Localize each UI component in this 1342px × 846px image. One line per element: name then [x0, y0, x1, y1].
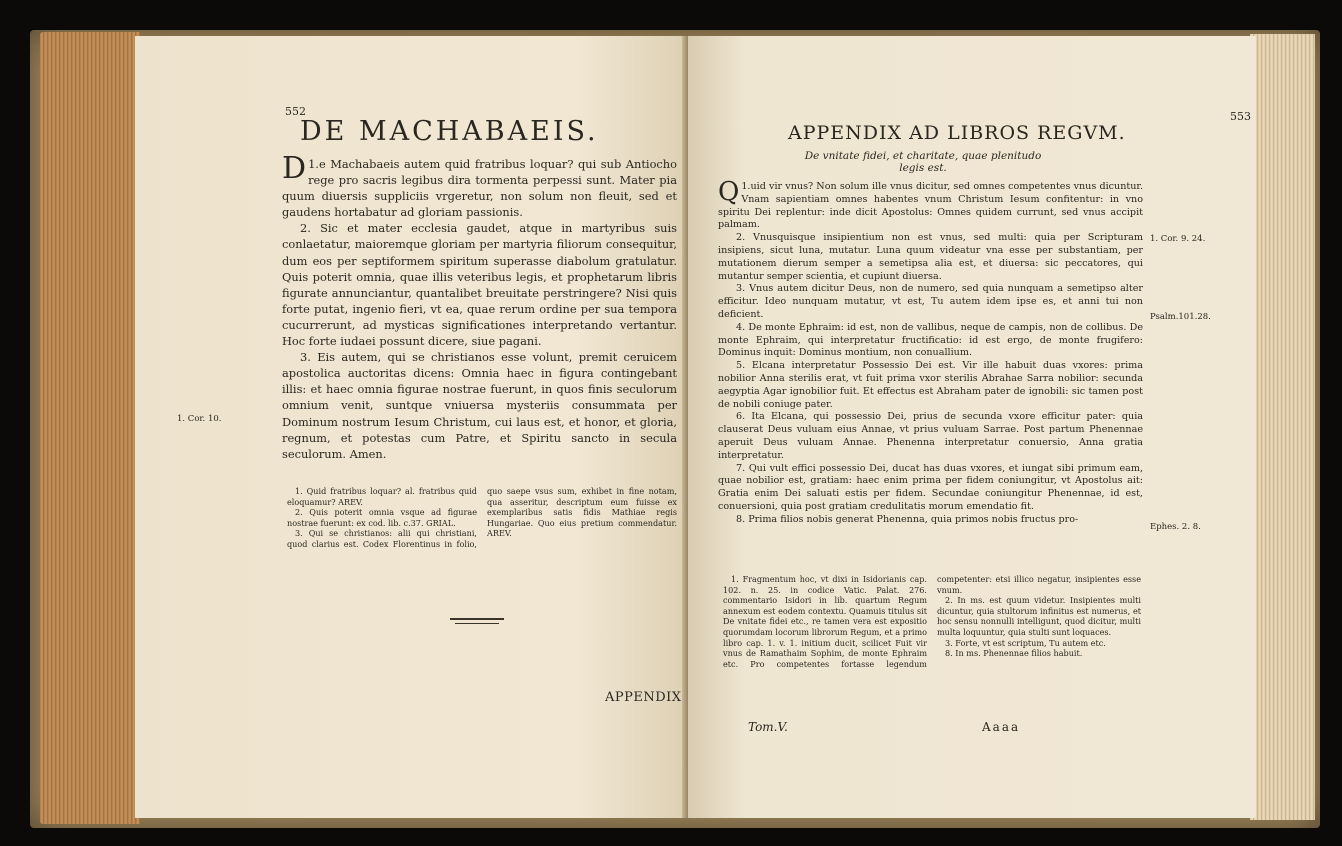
footnote: 1. Fragmentum hoc, vt dixi in Isidorianis cap. 102. n. 25. in codice Vatic. Palat. 276. commentario Isidori in lib. quartum Regum annexum est eodem contextu. Quamuis titulus sit De vnitate fidei etc., re tamen vera est expositio quorumdam locorum librorum Regum, et a primo libro cap. 1. v. 1. initium ducit, scilicet Fuit vir vnus de Ramathaim Sophim, de monte Ephraim etc. Pro competentes fortasse legendum competenter: etsi illico negatur, insipientes esse vnum. [723, 574, 1141, 669]
right-main-text [718, 177, 1143, 527]
left-page-title: DE MACHABAEIS. [300, 116, 599, 147]
paragraph-4: 4. De monte Ephraim: id est, non de vallibus, neque de campis, non de collibus. De monte Ephraim, qui interpretatur fructificatio: id est ergo, de monte frugifero: Dominus inquit: Dominus montium, non conuallium. [718, 321, 1143, 359]
right-margin-reference: Psalm.101.28. [1150, 312, 1211, 322]
left-margin-reference: 1. Cor. 10. [177, 414, 222, 424]
footnote: 8. In ms. Phenennae filios habuit. [945, 648, 1083, 659]
paragraph-2: 2. Sic et mater ecclesia gaudet, atque in martyribus suis conlaetatur, maioremque gloriam per martyria filiorum consequitur, dum eos per septiformem spiritum superasse diabolum gratulatur. Quis poterit omnia, quae illis veteribus legis, et prophetarum libris figurate annunciantur, quantalibet breuitate perstringere? Nisi quis forte putat, ingenio fieri, vt ea, quae rerum ordine per sua tempora cucurrerunt, ad mysticas significationes interpretando vertantur. Hoc forte iudaei possunt dicere, siue pagani. [282, 221, 677, 349]
footnote: 3. Forte, vt est scriptum, Tu autem etc. [945, 637, 1106, 648]
drop-cap: D [282, 151, 307, 186]
left-page-number: 552 [285, 105, 306, 118]
right-margin-reference: Ephes. 2. 8. [1150, 522, 1201, 532]
right-footnotes [723, 574, 1141, 716]
paragraph-3: 3. Eis autem, qui se christianos esse volunt, premit ceruicem apostolica auctoritas dicens: Omnia haec in figura contingebant illis: et haec omnia figurae nostrae fuerunt, in quos finis seculorum omnium venit, suntque vniuersa mysteriis consummata per Dominum nostrum Iesum Christum, cui laus est, et honor, et gloria, regnum, et potestas cum Patre, et Spiritu sancto in secula seculorum. Amen. [282, 350, 677, 461]
paragraph-3: 3. Vnus autem dicitur Deus, non de numero, sed quia nunquam a semetipso alter efficitur. Ideo nunquam mutatur, vt est, Tu autem idem ipse es, et anni tui non deficient. [718, 283, 1143, 320]
paragraph-8: 8. Prima filios nobis generat Phenenna, quia primos nobis fructus pro- [736, 513, 1079, 525]
volume-signature: Tom.V. [748, 720, 788, 734]
right-page [688, 36, 1256, 818]
paragraph-2: 2. Vnusquisque insipientium non est vnus, sed multi: quia per Scripturam insipiens, sicut luna, mutatur. Luna quum videatur vna esse per substantiam, per mutationem dierum semper a semetipsa alia est, et diuersa: sic peccatores, qui mutantur semper scientia, et cupiunt diuersa. [718, 232, 1143, 282]
left-main-text [282, 151, 677, 462]
right-margin-reference: 1. Cor. 9. 24. [1150, 234, 1206, 244]
right-page-number: 553 [1230, 110, 1251, 123]
right-page-subtitle: De vnitate fidei, et charitate, quae plenitudo legis est. [804, 150, 1042, 174]
paragraph-5: 5. Elcana interpretatur Possessio Dei est. Vir ille habuit duas vxores: prima nobilior Anna sterilis erat, vt fuit prima vxor sterilis Abrahae Sarra nobilior: secunda aegyptia Agar ignobilior fuit. Et effectus est Abraham pater de ignobili: sic tamen post de nobili coniuge pater. [718, 360, 1143, 410]
paragraph-1: 1. D e Machabaeis autem quid fratribus loquar? qui sub Antiocho rege pro sacris legibus dira tormenta perpessi sunt. Mater pia quum diuersis suppliciis vrgeretur, non solum non fleuit, sed et gaudens hortabatur ad gloriam passionis. [282, 151, 677, 220]
paragraph-7: 7. Qui vult effici possessio Dei, ducat has duas vxores, et iungat sibi primum eam, quae nobilior est, gratiam: haec enim prima per fidem coniungitur, vt Apostolus ait: Gratia enim Dei saluati estis per fidem. Secundae coniungitur Phenennae, id est, conuersioni, quia post gratiam credulitatis morum emendatio fit. [718, 462, 1143, 512]
right-page-title: APPENDIX AD LIBROS REGVM. [788, 122, 1126, 144]
footnote: 3. Qui se christianos: alii qui christiani, quod clarius est. Codex Florentinus in folio, quo saepe vsus sum, exhibet in fine notam, qua asseritur, descriptum eum fuisse ex exemplaribus satis fidis Mathiae regis Hungariae. Quo eius pretium commendatur. AREV. [287, 486, 677, 549]
ornament-rule [450, 618, 504, 620]
catchword: APPENDIX [605, 690, 682, 705]
footnote: 1. Quid fratribus loquar? al. fratribus quid eloquamur? AREV. [287, 486, 477, 507]
left-page-edges [40, 32, 140, 824]
gathering-signature: Aaaa [982, 720, 1021, 734]
right-page-edges [1250, 34, 1315, 820]
left-page [135, 36, 687, 818]
drop-cap: Q [718, 177, 740, 207]
footnote: 2. Quis poterit omnia vsque ad figurae nostrae fuerunt: ex cod. lib. c.37. GRIAL. [287, 507, 477, 528]
paragraph-1: 1. Q uid vir vnus? Non solum ille vnus dicitur, sed omnes competentes vnus dicuntur. Vnam sapientiam omnes habentes vnum Christum Iesum confitentur: in vno spiritu Dei replentur: inde dicit Apostolus: Omnes quidem currunt, sed vnus accipit palmam. [718, 177, 1143, 231]
left-footnotes [287, 486, 677, 550]
footnote: 2. In ms. est quum videtur. Insipientes multi dicuntur, quia stultorum infinitus est numerus, et hoc sensu nonnulli intelligunt, quod dicitur, multi multa loquuntur, quia stulti sunt loquaces. [937, 595, 1141, 637]
paragraph-6: 6. Ita Elcana, qui possessio Dei, prius de secunda vxore efficitur pater: quia clauserat Deus vuluam eius Annae, vt prius vuluam Sarrae. Post partum Phenennae aperuit Deus vuluam Annae. Phenenna interpretatur conuersio, Anna gratia interpretatur. [718, 411, 1143, 461]
ornament-rule [455, 623, 499, 624]
